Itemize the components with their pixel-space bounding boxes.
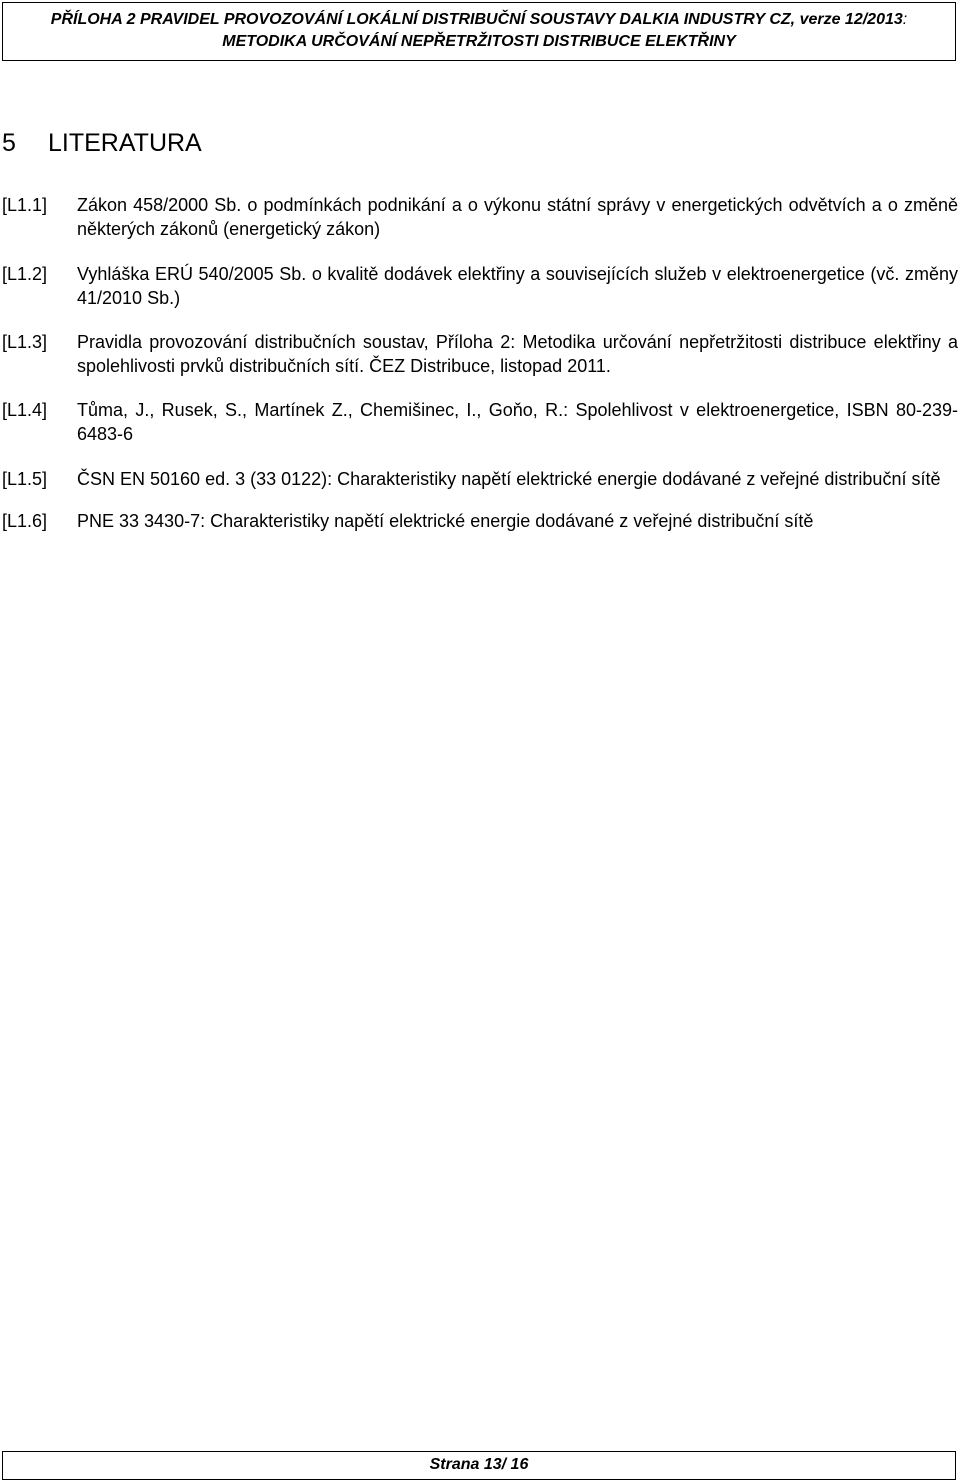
reference-item xyxy=(0,262,958,310)
page-footer xyxy=(2,1451,956,1480)
reference-text: Zákon 458/2000 Sb. o podmínkách podnikání a o výkonu státní správy v energetických odvětvích a o změně některých zákonů (energetický zákon) xyxy=(77,195,958,239)
reference-id: [L1.2] xyxy=(2,264,48,284)
reference-id: [L1.4] xyxy=(2,400,48,420)
page-number: Strana 13/ 16 xyxy=(429,1456,529,1473)
reference-item xyxy=(0,509,958,533)
reference-item xyxy=(0,193,958,241)
reference-item xyxy=(0,398,958,446)
reference-text: Pravidla provozování distribučních soustav, Příloha 2: Metodika určování nepřetržitosti distribuce elektřiny a spolehlivosti prvků distribučních sítí. ČEZ Distribuce, listopad 2011. xyxy=(77,332,958,376)
section-heading xyxy=(2,128,202,158)
reference-item xyxy=(0,467,958,491)
reference-text: ČSN EN 50160 ed. 3 (33 0122): Charakteristiky napětí elektrické energie dodávané z veřejné distribuční sítě xyxy=(77,469,941,489)
reference-id: [L1.6] xyxy=(2,511,48,531)
reference-text: Vyhláška ERÚ 540/2005 Sb. o kvalitě dodávek elektřiny a souvisejících služeb v elektroenergetice (vč. změny 41/2010 Sb.) xyxy=(77,264,958,308)
reference-text: PNE 33 3430-7: Charakteristiky napětí elektrické energie dodávané z veřejné distribuční sítě xyxy=(77,511,814,531)
reference-item xyxy=(0,330,958,378)
document-header xyxy=(2,2,956,61)
reference-id: [L1.1] xyxy=(2,195,48,215)
section-number: 5 xyxy=(2,129,16,157)
reference-text: Tůma, J., Rusek, S., Martínek Z., Chemišinec, I., Goňo, R.: Spolehlivost v elektroenergetice, ISBN 80-239-6483-6 xyxy=(77,400,958,444)
reference-list xyxy=(0,193,958,551)
reference-id: [L1.5] xyxy=(2,469,48,489)
header-title-line1: PŘÍLOHA 2 PRAVIDEL PROVOZOVÁNÍ LOKÁLNÍ DISTRIBUČNÍ SOUSTAVY DALKIA INDUSTRY CZ, verze 12/2013: xyxy=(50,11,908,28)
section-title-text: LITERATURA xyxy=(48,129,202,157)
header-title-line2: METODIKA URČOVÁNÍ NEPŘETRŽITOSTI DISTRIBUCE ELEKTŘINY xyxy=(222,33,736,50)
reference-id: [L1.3] xyxy=(2,332,48,352)
